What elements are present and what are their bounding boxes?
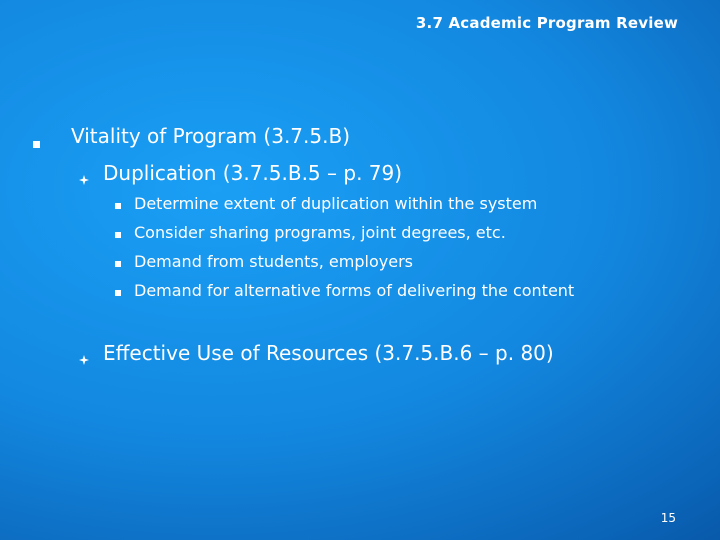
bullet-text: Vitality of Program (3.7.5.B): [71, 124, 350, 148]
diamond-bullet-icon: [79, 350, 89, 360]
bullet-text: Demand for alternative forms of delivering the content: [134, 281, 575, 300]
bullet-text: Determine extent of duplication within the system: [134, 194, 538, 213]
page-number: 15: [660, 511, 676, 525]
bullet-text: Duplication (3.7.5.B.5 – p. 79): [103, 161, 403, 185]
bullet-text: Consider sharing programs, joint degrees, etc.: [134, 223, 506, 242]
list-item: [134, 194, 537, 213]
list-item: [134, 223, 506, 242]
slide-title: 3.7 Academic Program Review: [415, 14, 678, 32]
square-bullet-icon: [33, 141, 40, 148]
diamond-bullet-icon: [79, 170, 89, 180]
bullet-item-vitality: [71, 124, 350, 148]
bullet-text: Demand from students, employers: [134, 252, 413, 271]
list-item: [134, 252, 413, 271]
square-bullet-icon: [115, 203, 121, 209]
square-bullet-icon: [115, 290, 121, 296]
list-item: [134, 281, 574, 300]
bullet-text: Effective Use of Resources (3.7.5.B.6 – p. 80): [103, 341, 554, 365]
square-bullet-icon: [115, 232, 121, 238]
square-bullet-icon: [115, 261, 121, 267]
bullet-item-effective-use: [103, 341, 554, 365]
bullet-item-duplication: [103, 161, 402, 185]
